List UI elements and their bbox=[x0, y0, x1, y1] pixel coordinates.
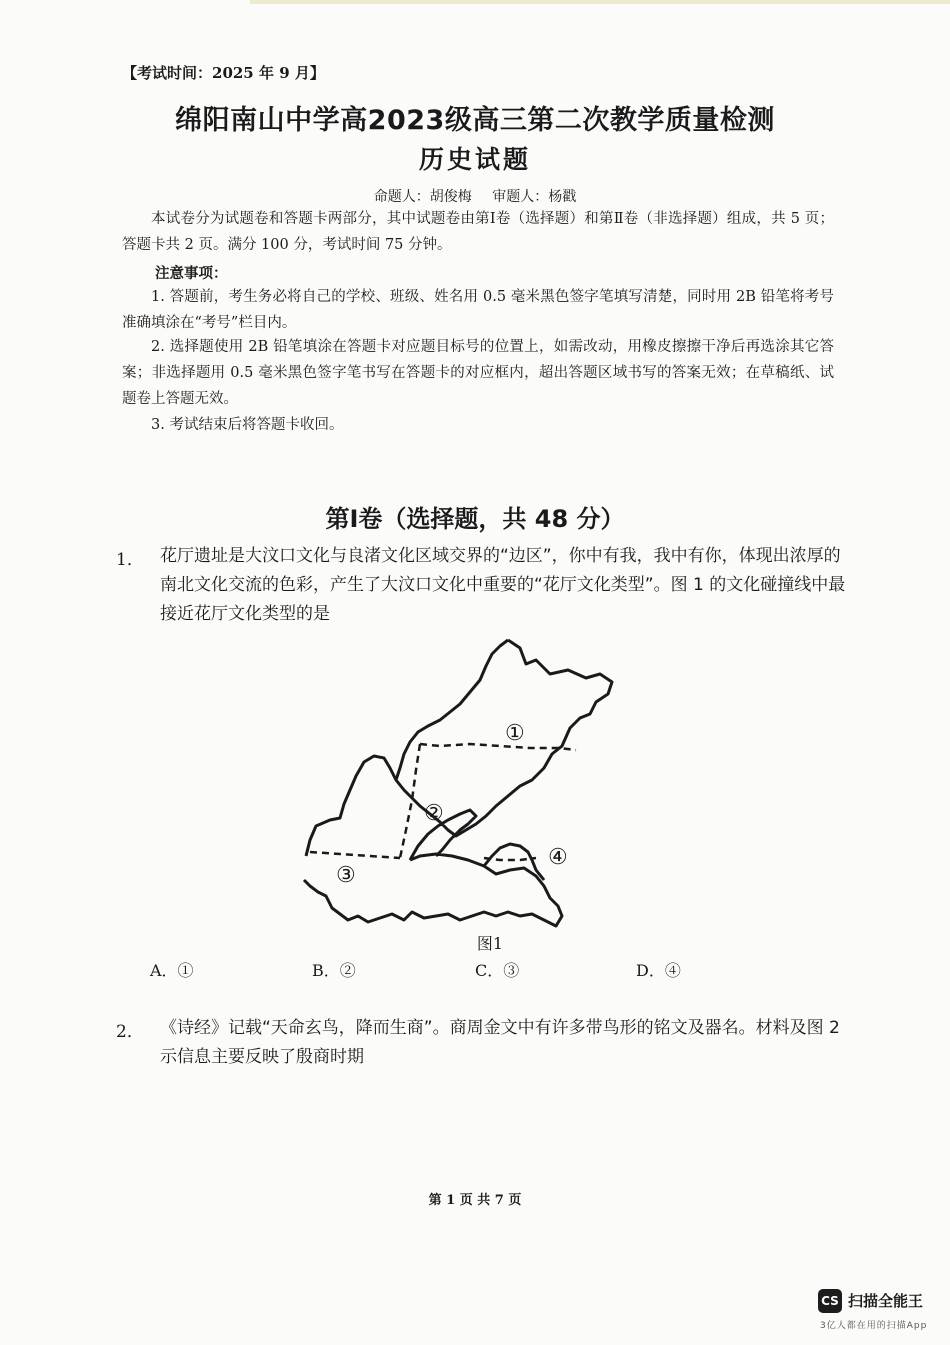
option-c: C．③ bbox=[475, 961, 520, 980]
section-heading: 第Ⅰ卷（选择题，共 48 分） bbox=[325, 505, 625, 533]
map-marker-3: ③ bbox=[336, 863, 356, 888]
exam-time: 【考试时间：2025 年 9 月】 bbox=[122, 64, 325, 82]
option-b: B．② bbox=[312, 961, 356, 980]
map-marker-4: ④ bbox=[548, 845, 568, 870]
question-number: 2． bbox=[116, 1022, 144, 1042]
collision-line-1 bbox=[420, 744, 576, 750]
map-marker-1: ① bbox=[505, 721, 525, 746]
reviewer: 审题人：杨戳 bbox=[492, 189, 577, 205]
scan-edge bbox=[250, 0, 950, 4]
subject-title: 历史试题 bbox=[418, 145, 531, 174]
collision-line-3 bbox=[310, 852, 400, 858]
option-d: D．④ bbox=[636, 961, 681, 980]
page-footer: 第 1 页 共 7 页 bbox=[428, 1193, 522, 1208]
figure-label: 图1 bbox=[476, 934, 504, 953]
camscanner-logo: CS bbox=[818, 1289, 842, 1313]
author: 命题人：胡俊梅 bbox=[373, 189, 472, 205]
northeast-china-map bbox=[300, 630, 680, 930]
authors-line bbox=[0, 186, 950, 206]
map-marker-2: ② bbox=[424, 801, 444, 826]
question-number: 1． bbox=[116, 550, 144, 570]
notice-item: 3. 考试结束后将答题卡收回。 bbox=[151, 417, 344, 433]
page-title: 绵阳南山中学高2023级高三第二次教学质量检测 bbox=[175, 105, 775, 136]
camscanner-name: 扫描全能王 bbox=[848, 1292, 924, 1310]
intro-paragraph: 本试卷分为试题卷和答题卡两部分，其中试题卷由第Ⅰ卷（选择题）和第Ⅱ卷（非选择题）组成，共 5 页；答题卡共 2 页。满分 100 分，考试时间 75 分钟。 bbox=[122, 211, 834, 253]
camscanner-slogan: 3亿人都在用的扫描App bbox=[820, 1321, 928, 1331]
notice-item: 1. 答题前，考生务必将自己的学校、班级、姓名用 0.5 毫米黑色签字笔填写清楚，同时用 2B 铅笔将考号准确填涂在“考号”栏目内。 bbox=[122, 289, 834, 331]
notice-item: 2. 选择题使用 2B 铅笔填涂在答题卡对应题目标号的位置上，如需改动，用橡皮擦擦干净后再选涂其它答案；非选择题用 0.5 毫米黑色签字笔书写在答题卡的对应框内，超出答题区域书写的答案无效；在草稿纸、试题卷上答题无效。 bbox=[122, 339, 834, 407]
question-text: 《诗经》记载“天命玄鸟，降而生商”。商周金文中有许多带鸟形的铭文及器名。材料及图 2 示信息主要反映了殷商时期 bbox=[160, 1018, 840, 1067]
option-a: A．① bbox=[150, 961, 194, 980]
notice-heading: 注意事项： bbox=[155, 265, 228, 282]
question-text: 花厅遗址是大汶口文化与良渚文化区域交界的“边区”，你中有我，我中有你，体现出浓厚的南北文化交流的色彩，产生了大汶口文化中重要的“花厅文化类型”。图 1 的文化碰撞线中最接近花厅文化类型的是 bbox=[160, 546, 846, 624]
